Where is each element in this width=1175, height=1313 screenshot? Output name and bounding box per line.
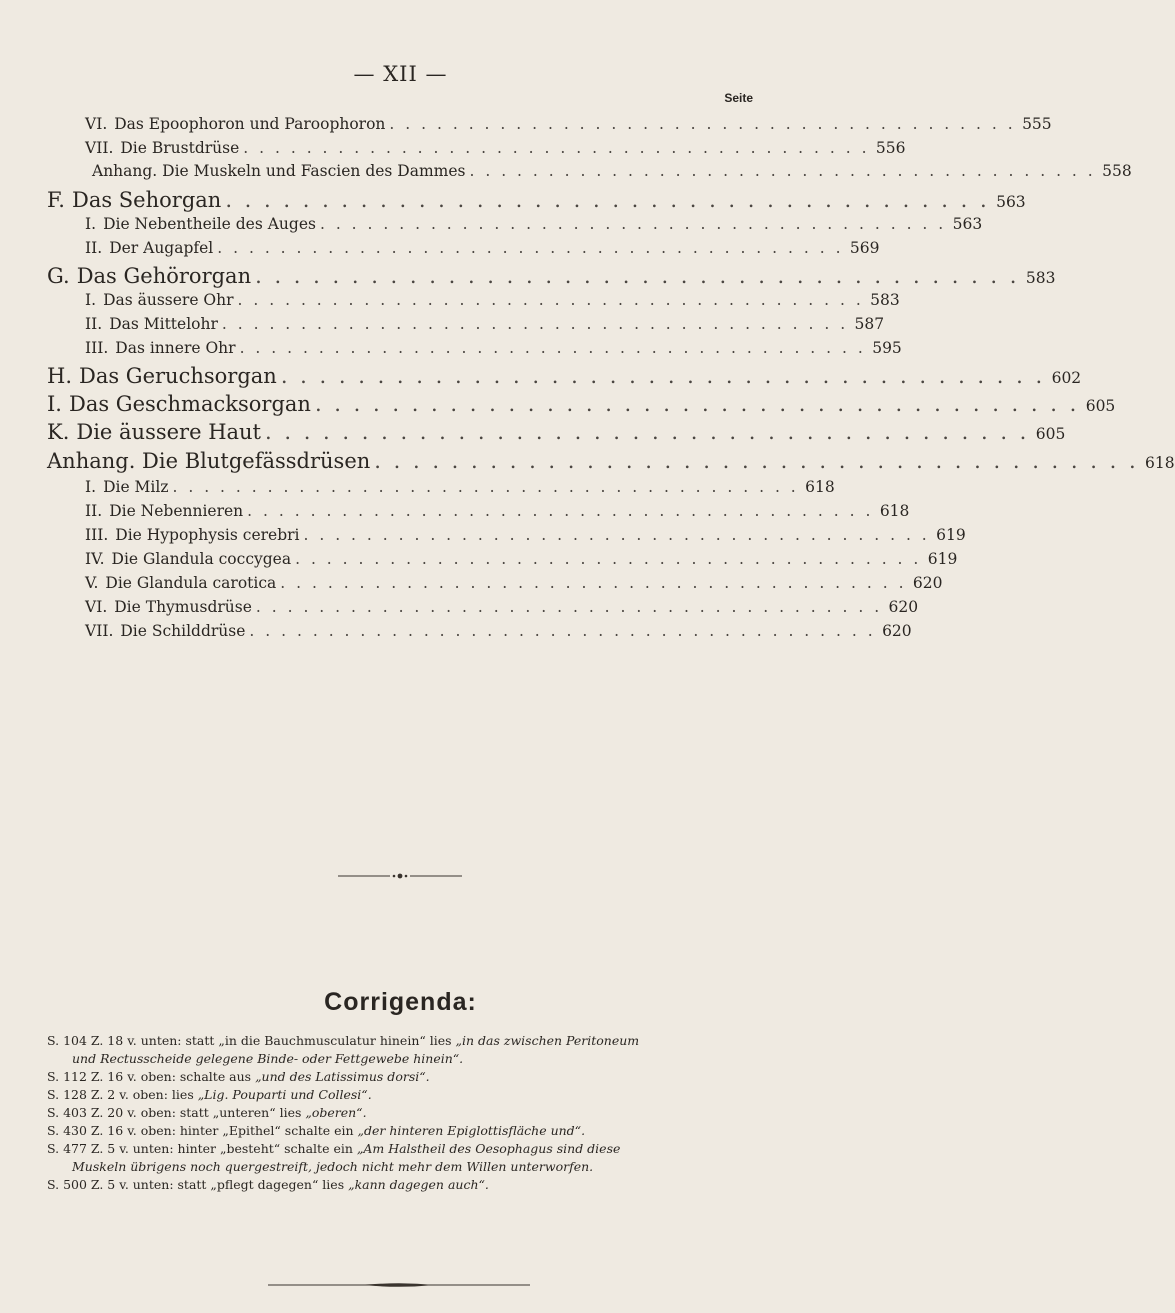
toc-entry — [85, 139, 906, 157]
toc-entry — [47, 264, 1056, 288]
end-rule — [268, 1281, 530, 1289]
toc-page: 620 — [912, 574, 943, 592]
corrigenda-item — [47, 1086, 763, 1104]
corrigenda-correction: „kann dagegen auch“. — [348, 1177, 489, 1192]
corrigenda-reference: S. 500 Z. 5 v. unten: statt „pflegt dagegen“ lies — [47, 1177, 349, 1192]
toc-mark: G. — [47, 264, 70, 288]
toc-mark: I. — [85, 215, 97, 233]
toc-entry — [85, 622, 912, 640]
toc-title: Das Geruchsorgan — [79, 364, 277, 388]
leader-dots: . . . . . . . . . . . . . . . . . . . . . . . . . . . . . . . . . . . . . . . . — [221, 315, 849, 333]
leader-dots: . . . . . . . . . . . . . . . . . . . . . . . . . . . . . . . . . . . . . . . . — [247, 502, 874, 520]
toc-title: Die Thymusdrüse — [114, 598, 252, 616]
leader-dots: . . . . . . . . . . . . . . . . . . . . . . . . . . . . . . . . . . . . . . . . — [172, 478, 799, 496]
toc-title: Anhang. Die Muskeln und Fascien des Dammes — [92, 162, 466, 180]
corrigenda-item — [47, 1104, 763, 1122]
toc-page: 605 — [1085, 397, 1116, 415]
toc-entry — [85, 550, 958, 568]
page-header: — XII — — [353, 62, 448, 86]
leader-dots: . . . . . . . . . . . . . . . . . . . . . . . . . . . . . . . . . . . . . . . . — [319, 215, 947, 233]
toc-page: 563 — [952, 215, 983, 233]
leader-dots: . . . . . . . . . . . . . . . . . . . . . . . . . . . . . . . . . . . . . . . . — [243, 139, 870, 157]
toc-entry — [85, 291, 900, 309]
toc-page: 556 — [875, 139, 906, 157]
toc-title: Die Hypophysis cerebri — [115, 526, 300, 544]
leader-dots: . . . . . . . . . . . . . . . . . . . . . . . . . . . . . . . . . . . . . . . . — [280, 364, 1046, 388]
toc-entry — [47, 449, 1175, 473]
toc-entry — [85, 598, 919, 616]
toc-entry — [85, 478, 835, 496]
leader-dots: . . . . . . . . . . . . . . . . . . . . . . . . . . . . . . . . . . . . . . . . — [255, 264, 1020, 288]
toc-mark: VII. — [85, 622, 114, 640]
toc-mark: III. — [85, 526, 109, 544]
leader-dots: . . . . . . . . . . . . . . . . . . . . . . . . . . . . . . . . . . . . . . . . — [239, 339, 866, 357]
leader-dots: . . . . . . . . . . . . . . . . . . . . . . . . . . . . . . . . . . . . . . . . — [303, 526, 930, 544]
toc-mark: K. — [47, 420, 70, 444]
toc-title: Die Brustdrüse — [120, 139, 240, 157]
corrigenda-correction: „in das zwischen Peritoneum — [455, 1033, 640, 1048]
toc-mark: IV. — [85, 550, 105, 568]
toc-title: Die Glandula coccygea — [111, 550, 292, 568]
corrigenda-reference: S. 128 Z. 2 v. oben: lies — [47, 1087, 198, 1102]
leader-dots: . . . . . . . . . . . . . . . . . . . . . . . . . . . . . . . . . . . . . . . . — [314, 392, 1080, 416]
toc-mark: VI. — [85, 115, 108, 133]
toc-mark: II. — [85, 239, 103, 257]
toc-page: 618 — [1145, 454, 1175, 472]
corrigenda-item — [47, 1032, 763, 1068]
leader-dots: . . . . . . . . . . . . . . . . . . . . . . . . . . . . . . . . . . . . . . . . — [217, 239, 844, 257]
corrigenda-reference: S. 104 Z. 18 v. unten: statt „in die Bauchmusculatur hinein“ lies — [47, 1033, 456, 1048]
toc-mark: I. — [85, 478, 97, 496]
toc-page: 583 — [870, 291, 900, 309]
ornament-divider — [338, 871, 462, 881]
toc-title: Die Nebentheile des Auges — [103, 215, 316, 233]
leader-dots: . . . . . . . . . . . . . . . . . . . . . . . . . . . . . . . . . . . . . . . . — [225, 188, 990, 212]
toc-entry — [85, 574, 943, 592]
corrigenda-correction: „Lig. Pouparti und Collesi“. — [197, 1087, 372, 1102]
toc-title: Das Epoophoron und Paroophoron — [114, 115, 386, 133]
toc-title: Die äussere Haut — [76, 420, 261, 444]
toc-mark: I. — [85, 291, 97, 309]
toc-entry — [85, 502, 910, 520]
toc-mark: III. — [85, 339, 109, 357]
toc-title: Das äussere Ohr — [103, 291, 234, 309]
toc-entry — [85, 526, 966, 544]
toc-title: Das innere Ohr — [115, 339, 236, 357]
toc-page: 620 — [888, 598, 919, 616]
leader-dots: . . . . . . . . . . . . . . . . . . . . . . . . . . . . . . . . . . . . . . . . — [249, 622, 876, 640]
toc-entry — [85, 162, 1132, 180]
toc-title: Das Geschmacksorgan — [68, 392, 311, 416]
toc-page: 619 — [927, 550, 958, 568]
toc-entry — [85, 115, 1052, 133]
toc-page: 619 — [936, 526, 966, 544]
corrigenda-continuation: Muskeln übrigens noch quergestreift, jedoch nicht mehr dem Willen unterworfen. — [72, 1159, 594, 1174]
toc-page: 618 — [879, 502, 910, 520]
corrigenda-reference: S. 112 Z. 16 v. oben: schalte aus — [47, 1069, 256, 1084]
toc-page: 618 — [805, 478, 835, 496]
toc-entry — [47, 420, 1066, 444]
toc-title: Die Glandula carotica — [105, 574, 277, 592]
toc-page: 569 — [849, 239, 880, 257]
toc-entry — [47, 392, 1116, 416]
leader-dots: . . . . . . . . . . . . . . . . . . . . . . . . . . . . . . . . . . . . . . . . — [469, 162, 1096, 180]
toc-mark: II. — [85, 315, 103, 333]
leader-dots: . . . . . . . . . . . . . . . . . . . . . . . . . . . . . . . . . . . . . . . . — [280, 574, 907, 592]
seite-label: Seite — [724, 91, 753, 105]
corrigenda-item — [47, 1122, 763, 1140]
toc-title: Das Mittelohr — [109, 315, 218, 333]
toc-title: Das Sehorgan — [71, 188, 222, 212]
corrigenda-item — [47, 1176, 763, 1194]
toc-page: 587 — [854, 315, 885, 333]
toc-entry — [85, 315, 885, 333]
corrigenda-correction: „Am Halstheil des Oesophagus sind diese — [356, 1141, 621, 1156]
leader-dots: . . . . . . . . . . . . . . . . . . . . . . . . . . . . . . . . . . . . . . . . — [389, 115, 1016, 133]
corrigenda-correction: „der hinteren Epiglottisfläche und“. — [357, 1123, 586, 1138]
toc-mark: II. — [85, 502, 103, 520]
corrigenda-reference: S. 477 Z. 5 v. unten: hinter „besteht“ schalte ein — [47, 1141, 357, 1156]
toc-mark: VI. — [85, 598, 108, 616]
toc-title: Die Schilddrüse — [120, 622, 246, 640]
corrigenda-item — [47, 1140, 763, 1176]
toc-entry — [47, 364, 1082, 388]
toc-page: 595 — [872, 339, 902, 357]
toc-entry — [85, 215, 983, 233]
leader-dots: . . . . . . . . . . . . . . . . . . . . . . . . . . . . . . . . . . . . . . . . — [374, 449, 1139, 473]
toc-page: 555 — [1022, 115, 1052, 133]
corrigenda-reference: S. 430 Z. 16 v. oben: hinter „Epithel“ schalte ein — [47, 1123, 358, 1138]
leader-dots: . . . . . . . . . . . . . . . . . . . . . . . . . . . . . . . . . . . . . . . . — [265, 420, 1030, 444]
toc-title: Der Augapfel — [109, 239, 214, 257]
corrigenda-continuation: und Rectusscheide gelegene Binde- oder Fettgewebe hinein“. — [72, 1051, 464, 1066]
toc-entry — [85, 339, 902, 357]
toc-page: 602 — [1051, 369, 1082, 387]
corrigenda-heading: Corrigenda: — [324, 988, 477, 1016]
corrigenda-reference: S. 403 Z. 20 v. oben: statt „unteren“ lies — [47, 1105, 306, 1120]
leader-dots: . . . . . . . . . . . . . . . . . . . . . . . . . . . . . . . . . . . . . . . . — [295, 550, 922, 568]
toc-page: 605 — [1035, 425, 1066, 443]
toc-mark: F. — [47, 188, 65, 212]
toc-mark: V. — [85, 574, 99, 592]
toc-title: Die Nebennieren — [109, 502, 244, 520]
leader-dots: . . . . . . . . . . . . . . . . . . . . . . . . . . . . . . . . . . . . . . . . — [237, 291, 864, 309]
toc-page: 620 — [882, 622, 912, 640]
toc-entry — [85, 239, 880, 257]
toc-title: Anhang. Die Blutgefässdrüsen — [47, 449, 371, 473]
toc-entry — [47, 188, 1026, 212]
leader-dots: . . . . . . . . . . . . . . . . . . . . . . . . . . . . . . . . . . . . . . . . — [255, 598, 883, 616]
toc-mark: I. — [47, 392, 62, 416]
toc-title: Die Milz — [103, 478, 169, 496]
toc-page: 558 — [1102, 162, 1132, 180]
toc-mark: H. — [47, 364, 72, 388]
corrigenda-item — [47, 1068, 763, 1086]
toc-title: Das Gehörorgan — [76, 264, 252, 288]
corrigenda-correction: „oberen“. — [305, 1105, 367, 1120]
toc-page: 563 — [996, 193, 1026, 211]
toc-mark: VII. — [85, 139, 114, 157]
corrigenda-correction: „und des Latissimus dorsi“. — [255, 1069, 430, 1084]
toc-page: 583 — [1025, 269, 1056, 287]
